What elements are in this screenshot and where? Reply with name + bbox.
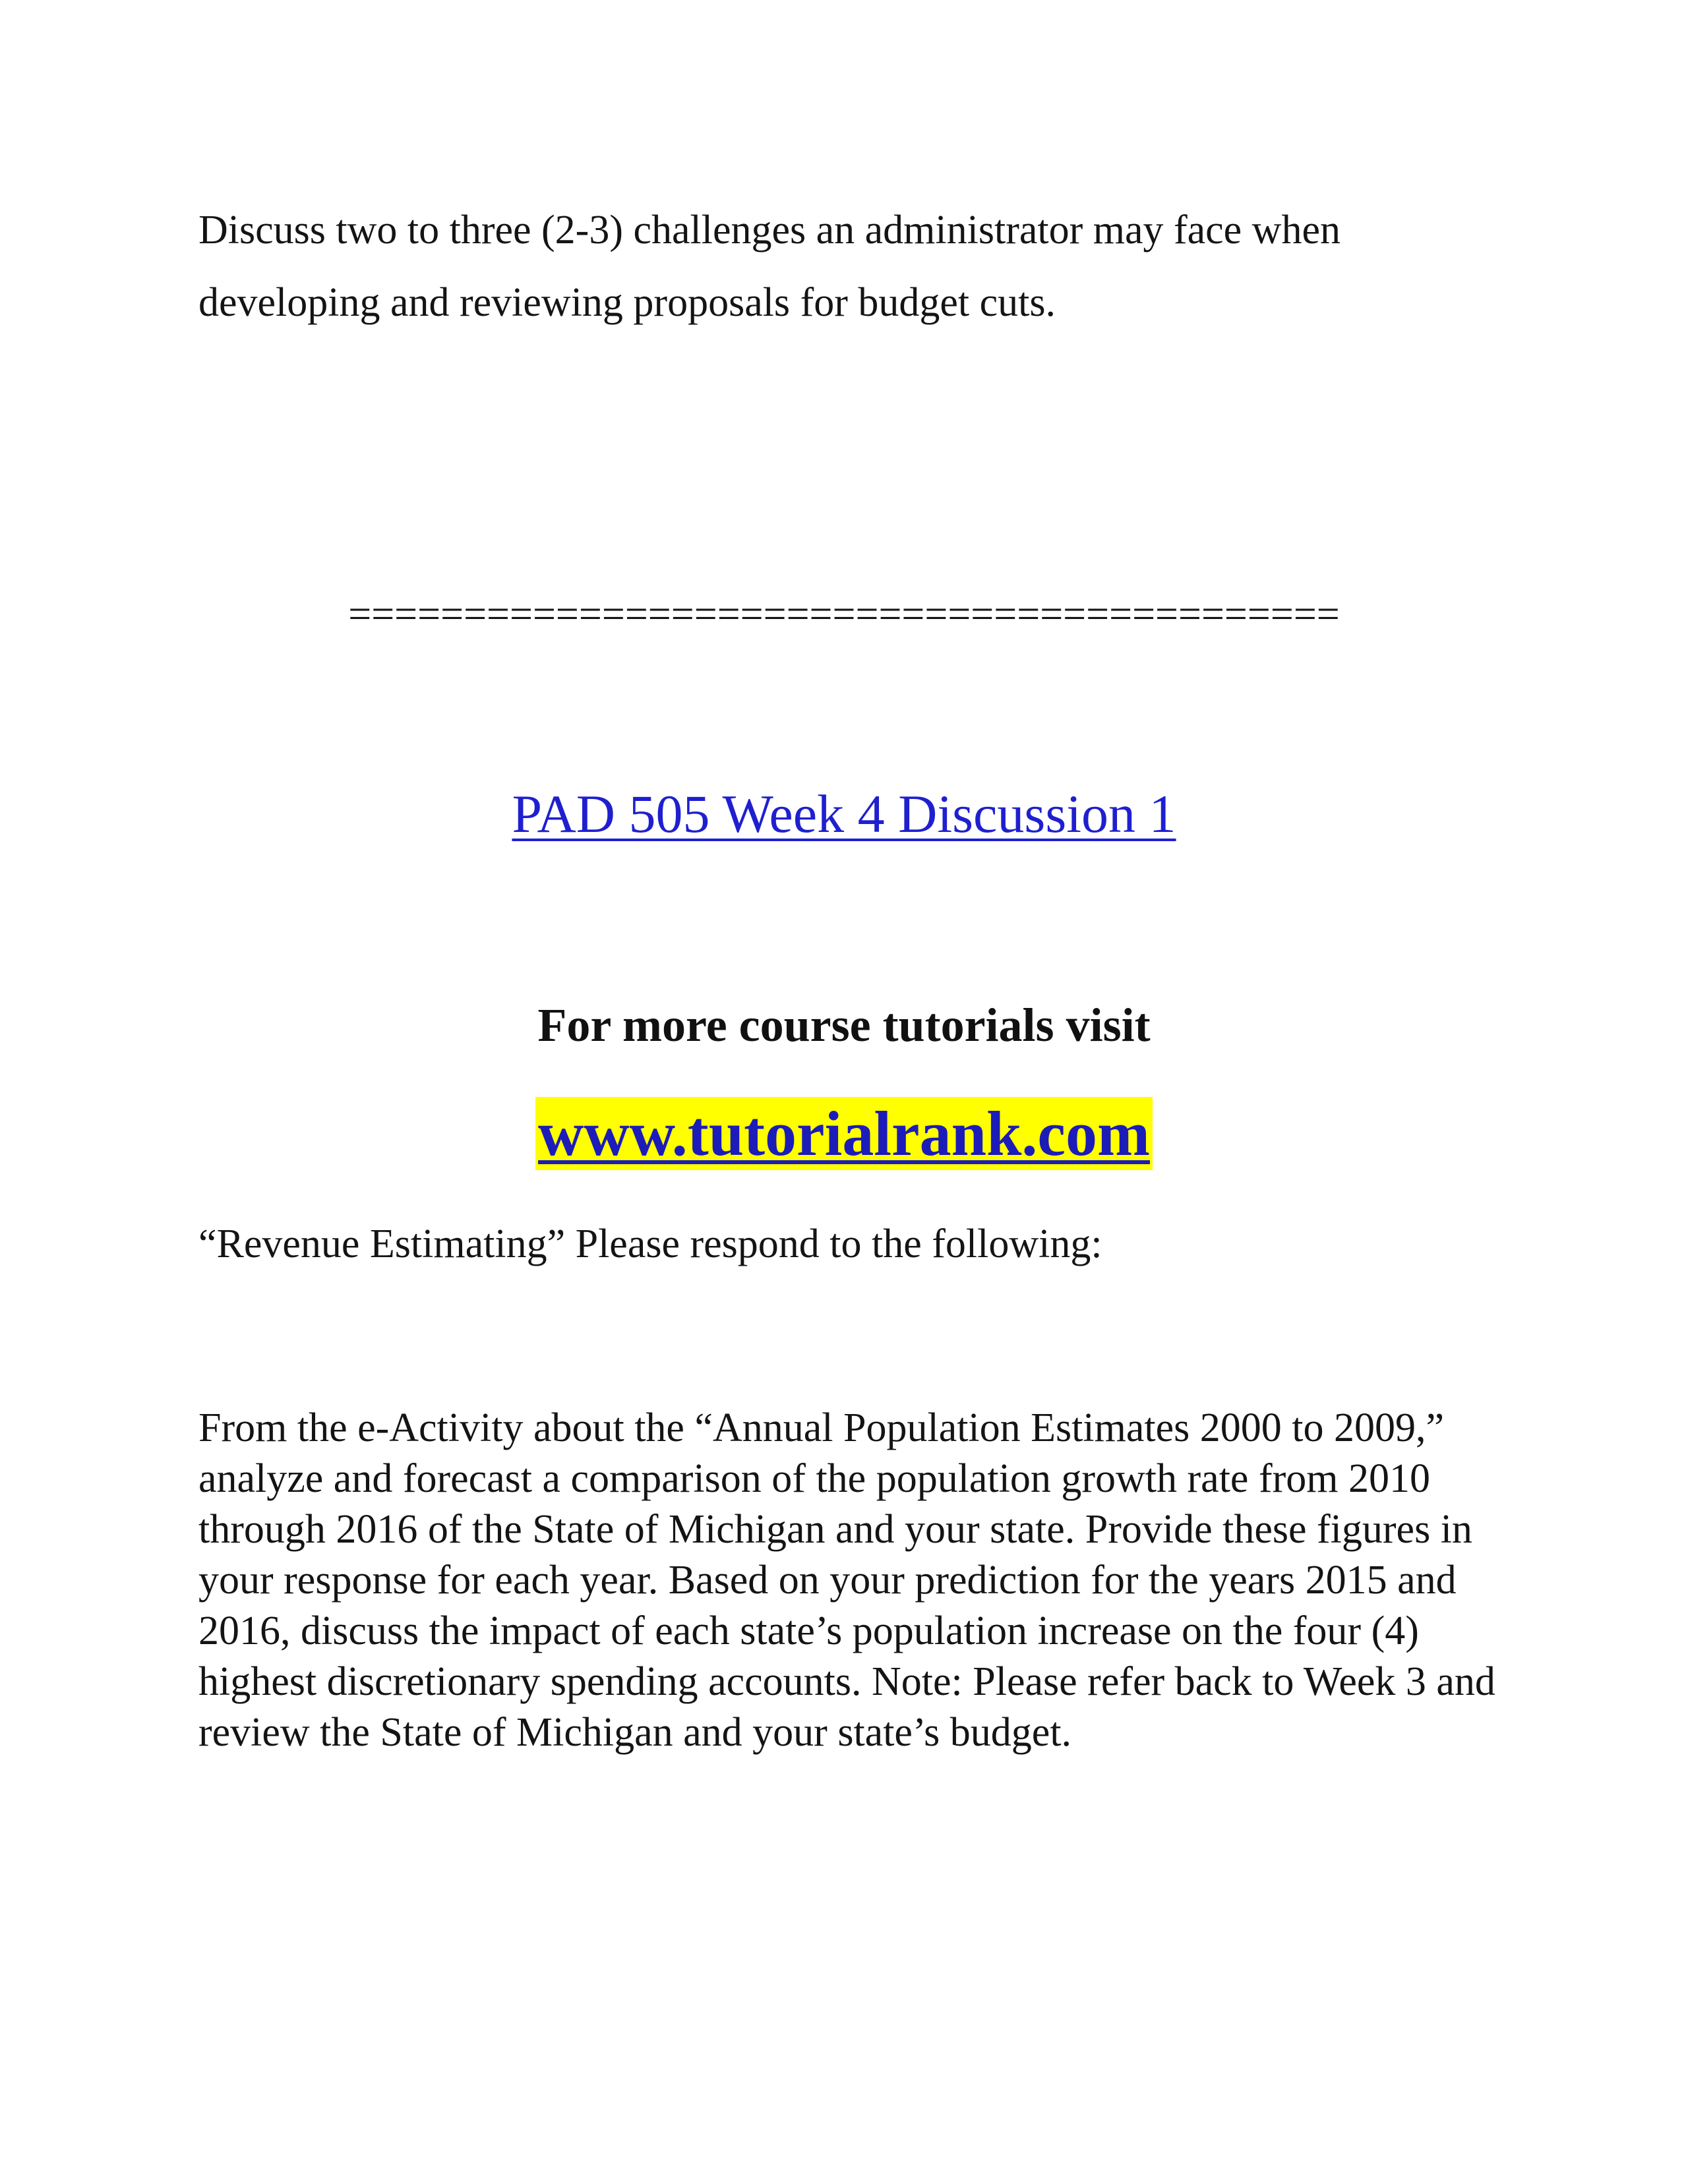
title-container bbox=[0, 778, 1688, 850]
body-paragraph: From the e-Activity about the “Annual Population Estimates 2000 to 2009,” analyze and forecast a comparison of the population growth rate from 2010 through 2016 of the State of Michigan and your state. Provide these figures in your response for each year. Based on your prediction for the years 2015 and 2016, discuss the impact of each state’s population increase on the four (4) highest discretionary spending accounts. Note: Please refer back to Week 3 and review the State of Michigan and your state’s budget. bbox=[198, 1405, 1495, 1755]
promo-heading: For more course tutorials visit bbox=[537, 999, 1151, 1051]
prompt-paragraph: “Revenue Estimating” Please respond to the following: bbox=[198, 1222, 1102, 1266]
discussion-title-link[interactable]: PAD 505 Week 4 Discussion 1 bbox=[512, 784, 1176, 844]
section-divider: =========================================== bbox=[348, 592, 1340, 637]
intro-paragraph: Discuss two to three (2-3) challenges an administrator may face when developing and reviewing proposals for budget cuts. bbox=[198, 208, 1341, 325]
site-container bbox=[0, 1094, 1688, 1173]
tutorial-site-link[interactable]: www.tutorialrank.com bbox=[535, 1097, 1153, 1170]
